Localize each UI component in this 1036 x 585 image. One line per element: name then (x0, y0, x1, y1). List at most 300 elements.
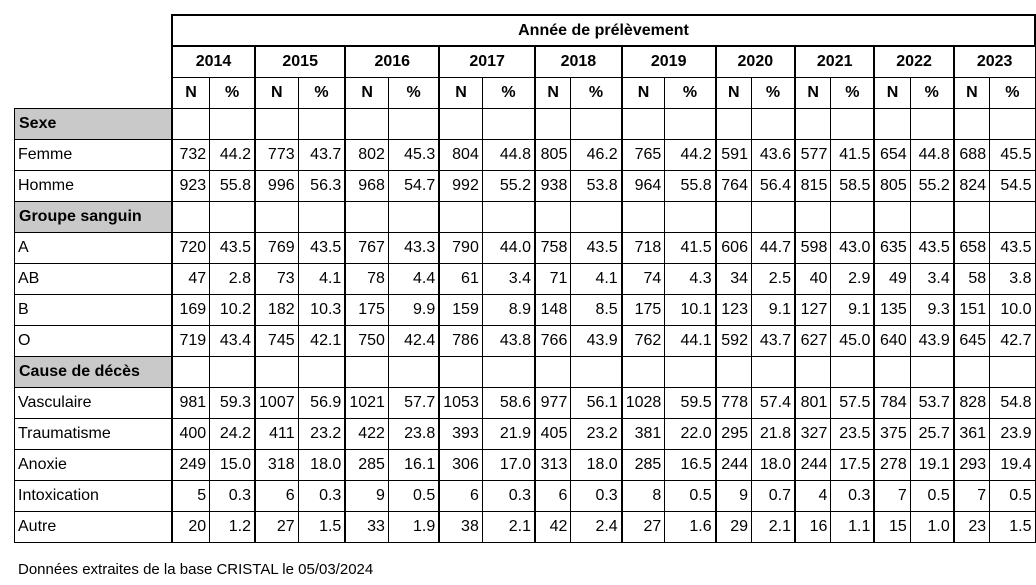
percent-cell: 42.1 (298, 326, 345, 357)
percent-cell: 10.2 (210, 295, 255, 326)
count-cell: 784 (874, 388, 910, 419)
year-header: 2021 (795, 46, 874, 78)
pct-header: % (831, 78, 875, 109)
count-cell: 27 (622, 512, 665, 543)
count-cell: 750 (345, 326, 388, 357)
empty-cell (751, 357, 795, 388)
percent-cell: 23.2 (298, 419, 345, 450)
count-cell: 78 (345, 264, 388, 295)
percent-cell: 43.5 (571, 233, 622, 264)
empty-cell (622, 202, 665, 233)
empty-cell (716, 357, 752, 388)
count-cell: 285 (622, 450, 665, 481)
percent-cell: 0.3 (210, 481, 255, 512)
count-cell: 71 (535, 264, 571, 295)
count-cell: 1028 (622, 388, 665, 419)
count-cell: 49 (874, 264, 910, 295)
count-cell: 765 (622, 140, 665, 171)
pct-header: % (990, 78, 1035, 109)
percent-cell: 56.4 (751, 171, 795, 202)
percent-cell: 2.4 (571, 512, 622, 543)
pct-header: % (910, 78, 954, 109)
empty-cell (345, 109, 388, 140)
count-cell: 654 (874, 140, 910, 171)
empty-cell (990, 357, 1035, 388)
percent-cell: 24.2 (210, 419, 255, 450)
percent-cell: 44.2 (665, 140, 716, 171)
count-cell: 992 (439, 171, 482, 202)
count-cell: 313 (535, 450, 571, 481)
percent-cell: 2.5 (751, 264, 795, 295)
pct-header: % (210, 78, 255, 109)
n-header: N (535, 78, 571, 109)
pct-header: % (482, 78, 535, 109)
empty-cell (831, 109, 875, 140)
percent-cell: 0.3 (571, 481, 622, 512)
empty-cell (255, 357, 298, 388)
count-cell: 688 (954, 140, 990, 171)
count-cell: 135 (874, 295, 910, 326)
count-cell: 123 (716, 295, 752, 326)
count-cell: 405 (535, 419, 571, 450)
percent-cell: 43.7 (298, 140, 345, 171)
percent-cell: 55.2 (482, 171, 535, 202)
empty-cell (954, 109, 990, 140)
n-header: N (172, 78, 210, 109)
percent-cell: 43.3 (388, 233, 439, 264)
count-cell: 592 (716, 326, 752, 357)
count-cell: 8 (622, 481, 665, 512)
count-cell: 38 (439, 512, 482, 543)
row-label: B (15, 295, 173, 326)
count-cell: 422 (345, 419, 388, 450)
n-header: N (874, 78, 910, 109)
empty-cell (831, 357, 875, 388)
empty-cell (910, 202, 954, 233)
count-cell: 764 (716, 171, 752, 202)
count-cell: 801 (795, 388, 831, 419)
count-cell: 658 (954, 233, 990, 264)
count-cell: 996 (255, 171, 298, 202)
row-label: Traumatisme (15, 419, 173, 450)
percent-cell: 10.0 (990, 295, 1035, 326)
empty-cell (831, 202, 875, 233)
count-cell: 9 (345, 481, 388, 512)
empty-cell (210, 357, 255, 388)
corner-blank (15, 46, 173, 78)
percent-cell: 42.7 (990, 326, 1035, 357)
percent-cell: 8.9 (482, 295, 535, 326)
count-cell: 42 (535, 512, 571, 543)
empty-cell (665, 202, 716, 233)
percent-cell: 56.9 (298, 388, 345, 419)
percent-cell: 44.1 (665, 326, 716, 357)
row-label: Homme (15, 171, 173, 202)
percent-cell: 23.9 (990, 419, 1035, 450)
year-header: 2016 (345, 46, 439, 78)
count-cell: 815 (795, 171, 831, 202)
empty-cell (482, 109, 535, 140)
count-cell: 802 (345, 140, 388, 171)
percent-cell: 53.7 (910, 388, 954, 419)
percent-cell: 0.3 (298, 481, 345, 512)
percent-cell: 55.2 (910, 171, 954, 202)
n-header: N (345, 78, 388, 109)
percent-cell: 44.8 (910, 140, 954, 171)
percent-cell: 45.5 (990, 140, 1035, 171)
count-cell: 295 (716, 419, 752, 450)
percent-cell: 0.3 (482, 481, 535, 512)
count-cell: 381 (622, 419, 665, 450)
table-row (15, 388, 1036, 419)
count-cell: 34 (716, 264, 752, 295)
count-cell: 278 (874, 450, 910, 481)
row-label: O (15, 326, 173, 357)
percent-cell: 57.7 (388, 388, 439, 419)
percent-cell: 1.9 (388, 512, 439, 543)
year-header: 2020 (716, 46, 795, 78)
empty-cell (751, 109, 795, 140)
percent-cell: 44.0 (482, 233, 535, 264)
count-cell: 306 (439, 450, 482, 481)
percent-cell: 2.1 (482, 512, 535, 543)
empty-cell (874, 357, 910, 388)
pct-header: % (571, 78, 622, 109)
count-cell: 773 (255, 140, 298, 171)
count-cell: 1053 (439, 388, 482, 419)
percent-cell: 2.8 (210, 264, 255, 295)
empty-cell (954, 357, 990, 388)
percent-cell: 18.0 (298, 450, 345, 481)
empty-cell (954, 202, 990, 233)
percent-cell: 43.9 (910, 326, 954, 357)
row-label: Vasculaire (15, 388, 173, 419)
empty-cell (439, 357, 482, 388)
percent-cell: 54.8 (990, 388, 1035, 419)
pct-header: % (665, 78, 716, 109)
empty-cell (751, 202, 795, 233)
row-label: Femme (15, 140, 173, 171)
count-cell: 964 (622, 171, 665, 202)
empty-cell (535, 202, 571, 233)
count-cell: 762 (622, 326, 665, 357)
corner-blank (15, 15, 173, 46)
percent-cell: 23.2 (571, 419, 622, 450)
count-cell: 805 (874, 171, 910, 202)
percent-cell: 58.6 (482, 388, 535, 419)
percent-cell: 1.1 (831, 512, 875, 543)
percent-cell: 15.0 (210, 450, 255, 481)
empty-cell (990, 202, 1035, 233)
count-cell: 766 (535, 326, 571, 357)
count-cell: 74 (622, 264, 665, 295)
table-row (15, 326, 1036, 357)
percent-cell: 0.5 (665, 481, 716, 512)
percent-cell: 1.6 (665, 512, 716, 543)
empty-cell (571, 109, 622, 140)
empty-cell (210, 109, 255, 140)
empty-cell (716, 109, 752, 140)
pct-header: % (388, 78, 439, 109)
percent-cell: 1.5 (990, 512, 1035, 543)
percent-cell: 54.5 (990, 171, 1035, 202)
pct-header: % (298, 78, 345, 109)
count-cell: 7 (874, 481, 910, 512)
percent-cell: 8.5 (571, 295, 622, 326)
count-cell: 828 (954, 388, 990, 419)
empty-cell (172, 109, 210, 140)
n-header: N (795, 78, 831, 109)
percent-cell: 58.5 (831, 171, 875, 202)
year-header: 2014 (172, 46, 255, 78)
row-label: AB (15, 264, 173, 295)
percent-cell: 54.7 (388, 171, 439, 202)
percent-cell: 9.9 (388, 295, 439, 326)
year-header: 2017 (439, 46, 535, 78)
count-cell: 244 (795, 450, 831, 481)
empty-cell (388, 357, 439, 388)
percent-cell: 2.1 (751, 512, 795, 543)
percent-cell: 1.5 (298, 512, 345, 543)
count-cell: 718 (622, 233, 665, 264)
table-row (15, 481, 1036, 512)
count-cell: 4 (795, 481, 831, 512)
empty-cell (388, 202, 439, 233)
percent-cell: 10.1 (665, 295, 716, 326)
percent-cell: 3.4 (910, 264, 954, 295)
percent-cell: 17.5 (831, 450, 875, 481)
percent-cell: 9.1 (751, 295, 795, 326)
empty-cell (571, 357, 622, 388)
empty-cell (255, 202, 298, 233)
empty-cell (622, 109, 665, 140)
count-cell: 938 (535, 171, 571, 202)
count-cell: 824 (954, 171, 990, 202)
percent-cell: 1.0 (910, 512, 954, 543)
empty-cell (535, 109, 571, 140)
count-cell: 6 (439, 481, 482, 512)
count-cell: 7 (954, 481, 990, 512)
percent-cell: 25.7 (910, 419, 954, 450)
pct-header: % (751, 78, 795, 109)
count-cell: 58 (954, 264, 990, 295)
count-cell: 159 (439, 295, 482, 326)
n-header: N (255, 78, 298, 109)
year-header: 2015 (255, 46, 345, 78)
percent-cell: 16.5 (665, 450, 716, 481)
count-cell: 981 (172, 388, 210, 419)
year-header: 2018 (535, 46, 622, 78)
count-cell: 769 (255, 233, 298, 264)
count-cell: 606 (716, 233, 752, 264)
count-cell: 182 (255, 295, 298, 326)
percent-cell: 3.4 (482, 264, 535, 295)
empty-cell (298, 357, 345, 388)
percent-cell: 42.4 (388, 326, 439, 357)
percent-cell: 4.1 (571, 264, 622, 295)
count-cell: 786 (439, 326, 482, 357)
percent-cell: 41.5 (831, 140, 875, 171)
count-cell: 778 (716, 388, 752, 419)
count-cell: 327 (795, 419, 831, 450)
empty-cell (795, 109, 831, 140)
count-cell: 627 (795, 326, 831, 357)
count-cell: 1021 (345, 388, 388, 419)
count-cell: 16 (795, 512, 831, 543)
count-cell: 393 (439, 419, 482, 450)
count-cell: 6 (255, 481, 298, 512)
header-title: Année de prélèvement (172, 15, 1035, 46)
count-cell: 598 (795, 233, 831, 264)
table-row (15, 295, 1036, 326)
percent-cell: 9.3 (910, 295, 954, 326)
empty-cell (388, 109, 439, 140)
count-cell: 591 (716, 140, 752, 171)
table-row (15, 512, 1036, 543)
percent-cell: 44.7 (751, 233, 795, 264)
empty-cell (910, 357, 954, 388)
n-header: N (439, 78, 482, 109)
percent-cell: 16.1 (388, 450, 439, 481)
count-cell: 175 (345, 295, 388, 326)
percent-cell: 59.5 (665, 388, 716, 419)
n-header: N (622, 78, 665, 109)
percent-cell: 1.2 (210, 512, 255, 543)
count-cell: 47 (172, 264, 210, 295)
empty-cell (535, 357, 571, 388)
n-header: N (716, 78, 752, 109)
table-row (15, 264, 1036, 295)
percent-cell: 41.5 (665, 233, 716, 264)
count-cell: 73 (255, 264, 298, 295)
count-cell: 175 (622, 295, 665, 326)
count-cell: 411 (255, 419, 298, 450)
percent-cell: 56.3 (298, 171, 345, 202)
percent-cell: 43.0 (831, 233, 875, 264)
percent-cell: 53.8 (571, 171, 622, 202)
empty-cell (210, 202, 255, 233)
count-cell: 645 (954, 326, 990, 357)
percent-cell: 43.5 (910, 233, 954, 264)
percent-cell: 0.5 (990, 481, 1035, 512)
percent-cell: 43.7 (751, 326, 795, 357)
count-cell: 635 (874, 233, 910, 264)
count-cell: 249 (172, 450, 210, 481)
count-cell: 804 (439, 140, 482, 171)
percent-cell: 55.8 (665, 171, 716, 202)
percent-cell: 18.0 (571, 450, 622, 481)
empty-cell (874, 109, 910, 140)
row-label: Intoxication (15, 481, 173, 512)
count-cell: 805 (535, 140, 571, 171)
percent-cell: 19.4 (990, 450, 1035, 481)
count-cell: 767 (345, 233, 388, 264)
year-header: 2022 (874, 46, 953, 78)
count-cell: 400 (172, 419, 210, 450)
table-row (15, 419, 1036, 450)
section-header: Sexe (15, 109, 173, 140)
empty-cell (482, 357, 535, 388)
table-row (15, 140, 1036, 171)
empty-cell (482, 202, 535, 233)
count-cell: 732 (172, 140, 210, 171)
n-header: N (954, 78, 990, 109)
empty-cell (298, 109, 345, 140)
count-cell: 923 (172, 171, 210, 202)
percent-cell: 3.8 (990, 264, 1035, 295)
source-footnote: Données extraites de la base CRISTAL le 05/03/2024 (18, 561, 374, 578)
empty-cell (571, 202, 622, 233)
empty-cell (795, 357, 831, 388)
empty-cell (439, 109, 482, 140)
empty-cell (716, 202, 752, 233)
percent-cell: 46.2 (571, 140, 622, 171)
percent-cell: 43.5 (298, 233, 345, 264)
count-cell: 719 (172, 326, 210, 357)
count-cell: 29 (716, 512, 752, 543)
count-cell: 23 (954, 512, 990, 543)
percent-cell: 43.5 (990, 233, 1035, 264)
section-header: Cause de décès (15, 357, 173, 388)
empty-cell (665, 109, 716, 140)
percent-cell: 44.8 (482, 140, 535, 171)
percent-cell: 57.4 (751, 388, 795, 419)
count-cell: 27 (255, 512, 298, 543)
count-cell: 758 (535, 233, 571, 264)
empty-cell (622, 357, 665, 388)
percent-cell: 4.3 (665, 264, 716, 295)
count-cell: 5 (172, 481, 210, 512)
table-row (15, 450, 1036, 481)
count-cell: 1007 (255, 388, 298, 419)
percent-cell: 21.8 (751, 419, 795, 450)
percent-cell: 18.0 (751, 450, 795, 481)
count-cell: 790 (439, 233, 482, 264)
percent-cell: 43.5 (210, 233, 255, 264)
count-cell: 151 (954, 295, 990, 326)
percent-cell: 0.3 (831, 481, 875, 512)
percent-cell: 22.0 (665, 419, 716, 450)
count-cell: 9 (716, 481, 752, 512)
row-label: A (15, 233, 173, 264)
count-cell: 375 (874, 419, 910, 450)
row-label: Anoxie (15, 450, 173, 481)
percent-cell: 21.9 (482, 419, 535, 450)
empty-cell (345, 357, 388, 388)
percent-cell: 55.8 (210, 171, 255, 202)
percent-cell: 43.8 (482, 326, 535, 357)
percent-cell: 0.5 (910, 481, 954, 512)
percent-cell: 4.4 (388, 264, 439, 295)
percent-cell: 43.9 (571, 326, 622, 357)
section-header: Groupe sanguin (15, 202, 173, 233)
corner-blank (15, 78, 173, 109)
percent-cell: 0.5 (388, 481, 439, 512)
year-header: 2019 (622, 46, 716, 78)
percent-cell: 17.0 (482, 450, 535, 481)
empty-cell (172, 202, 210, 233)
count-cell: 577 (795, 140, 831, 171)
percent-cell: 59.3 (210, 388, 255, 419)
empty-cell (172, 357, 210, 388)
percent-cell: 19.1 (910, 450, 954, 481)
empty-cell (795, 202, 831, 233)
percent-cell: 9.1 (831, 295, 875, 326)
count-cell: 285 (345, 450, 388, 481)
row-label: Autre (15, 512, 173, 543)
empty-cell (439, 202, 482, 233)
count-cell: 968 (345, 171, 388, 202)
